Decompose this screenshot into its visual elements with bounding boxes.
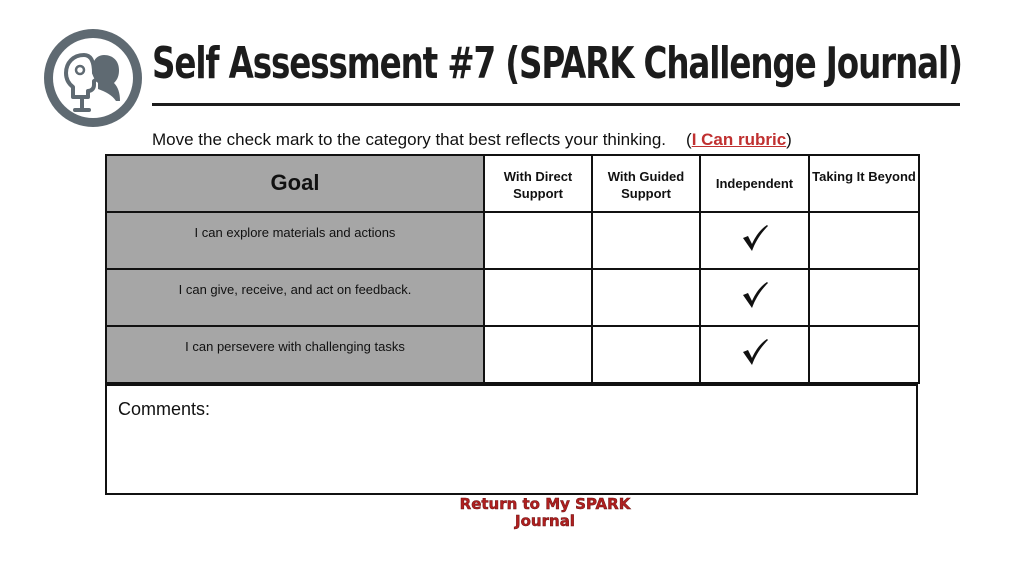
header-row bbox=[106, 155, 919, 212]
return-label-line1: Return to My SPARK bbox=[459, 495, 631, 513]
instructions bbox=[152, 130, 792, 150]
rating-cell-independent[interactable] bbox=[700, 326, 809, 383]
rating-cell-direct-support[interactable] bbox=[484, 269, 592, 326]
goal-cell: I can persevere with challenging tasks bbox=[106, 326, 484, 383]
goal-cell: I can give, receive, and act on feedback. bbox=[106, 269, 484, 326]
table-row bbox=[106, 212, 919, 269]
table-row bbox=[106, 326, 919, 383]
comments-box[interactable] bbox=[105, 384, 918, 495]
instructions-text: Move the check mark to the category that best reflects your thinking. bbox=[152, 130, 667, 149]
return-label-line2: Journal bbox=[515, 512, 575, 530]
checkmark-icon[interactable] bbox=[740, 337, 770, 367]
goal-header: Goal bbox=[106, 155, 484, 212]
checkmark-icon[interactable] bbox=[740, 280, 770, 310]
column-header-guided-support: With Guided Support bbox=[592, 155, 700, 212]
column-header-taking-it-beyond: Taking It Beyond bbox=[809, 155, 919, 212]
paren-open: ( bbox=[686, 130, 692, 149]
checkmark-icon[interactable] bbox=[740, 223, 770, 253]
rating-cell-guided-support[interactable] bbox=[592, 269, 700, 326]
i-can-rubric-link[interactable]: I Can rubric bbox=[691, 130, 787, 149]
rating-cell-taking-it-beyond[interactable] bbox=[809, 269, 919, 326]
title-underline bbox=[152, 103, 960, 106]
rating-cell-direct-support[interactable] bbox=[484, 326, 592, 383]
return-to-journal-button[interactable] bbox=[402, 496, 688, 530]
table-row bbox=[106, 269, 919, 326]
paren-close: ) bbox=[786, 130, 792, 149]
rating-cell-independent[interactable] bbox=[700, 212, 809, 269]
goal-cell: I can explore materials and actions bbox=[106, 212, 484, 269]
rating-cell-direct-support[interactable] bbox=[484, 212, 592, 269]
self-reflection-icon bbox=[40, 25, 146, 131]
rubric-table bbox=[105, 154, 920, 384]
column-header-direct-support: With Direct Support bbox=[484, 155, 592, 212]
column-header-independent: Independent bbox=[700, 155, 809, 212]
rating-cell-taking-it-beyond[interactable] bbox=[809, 212, 919, 269]
rating-cell-guided-support[interactable] bbox=[592, 212, 700, 269]
comments-label: Comments: bbox=[118, 399, 211, 419]
rating-cell-taking-it-beyond[interactable] bbox=[809, 326, 919, 383]
rating-cell-guided-support[interactable] bbox=[592, 326, 700, 383]
rating-cell-independent[interactable] bbox=[700, 269, 809, 326]
page-title: Self Assessment #7 (SPARK Challenge Journal) bbox=[152, 38, 962, 89]
